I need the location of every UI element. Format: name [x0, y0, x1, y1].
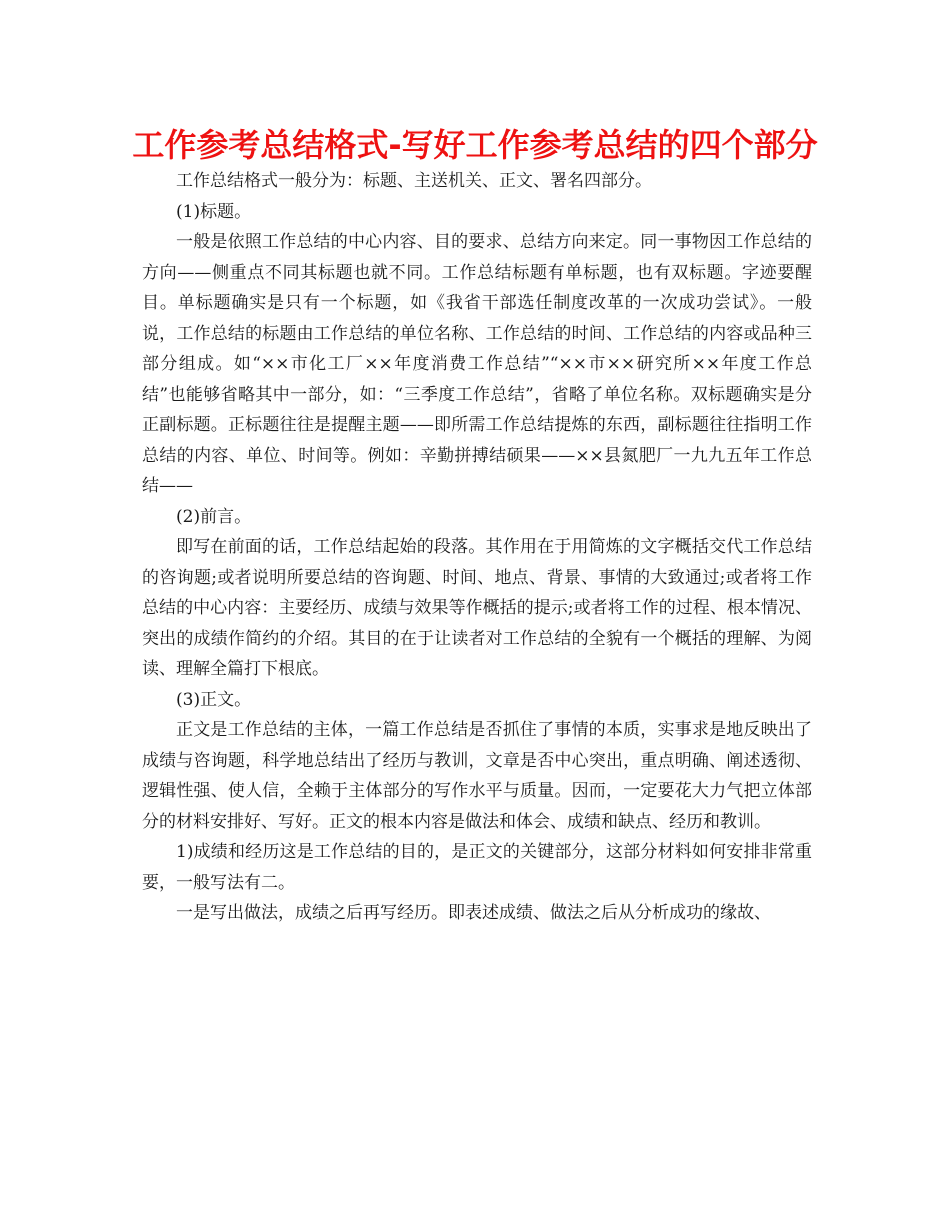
- document-body: [142, 166, 812, 929]
- paragraph-heading-title: (1)标题。: [176, 201, 252, 222]
- paragraph-preface-description: 即写在前面的话，工作总结起始的段落。其作用在于用简炼的文字概括交代工作总结的咨询题;或者说明所要总结的咨询题、时间、地点、背景、事情的大致通过;或者将工作总结的中心内容：主要经历、成绩与效果等作概括的提示;或者将工作的过程、根本情况、突出的成绩作简约的介绍。其目的在于让读者对工作总结的全貌有一个概括的理解、为阅读、理解全篇打下根底。: [142, 537, 812, 679]
- paragraph-title-description: 一般是依照工作总结的中心内容、目的要求、总结方向来定。同一事物因工作总结的方向——侧重点不同其标题也就不同。工作总结标题有单标题，也有双标题。字迹要醒目。单标题确实是只有一个标题，如《我省干部选任制度改革的一次成功尝试》。一般说，工作总结的标题由工作总结的单位名称、工作总结的时间、工作总结的内容或品种三部分组成。如“××市化工厂××年度消费工作总结”“××市××研究所××年度工作总结”也能够省略其中一部分，如：“三季度工作总结”，省略了单位名称。双标题确实是分正副标题。正标题往往是提醒主题——即所需工作总结提炼的东西，副标题往往指明工作总结的内容、单位、时间等。例如：辛勤拼搏结硕果——××县氮肥厂一九九五年工作总结——: [142, 232, 812, 496]
- document-title: 工作参考总结格式-写好工作参考总结的四个部分: [132, 126, 818, 164]
- paragraph-format-intro: 工作总结格式一般分为：标题、主送机关、正文、署名四部分。: [176, 171, 652, 191]
- paragraph-achievements: 1)成绩和经历这是工作总结的目的，是正文的关键部分，这部分材料如何安排非常重要，一般写法有二。: [142, 842, 812, 893]
- paragraph-heading-main-text: (3)正文。: [176, 689, 252, 710]
- paragraph-heading-preface: (2)前言。: [176, 506, 252, 527]
- paragraph-main-text-description: 正文是工作总结的主体，一篇工作总结是否抓住了事情的本质，实事求是地反映出了成绩与咨询题，科学地总结出了经历与教训，文章是否中心突出，重点明确、阐述透彻、逻辑性强、使人信，全赖于主体部分的写作水平与质量。因而，一定要花大力气把立体部分的材料安排好、写好。正文的根本内容是做法和体会、成绩和缺点、经历和教训。: [142, 720, 812, 832]
- paragraph-method-one: 一是写出做法，成绩之后再写经历。即表述成绩、做法之后从分析成功的缘故、: [176, 903, 771, 923]
